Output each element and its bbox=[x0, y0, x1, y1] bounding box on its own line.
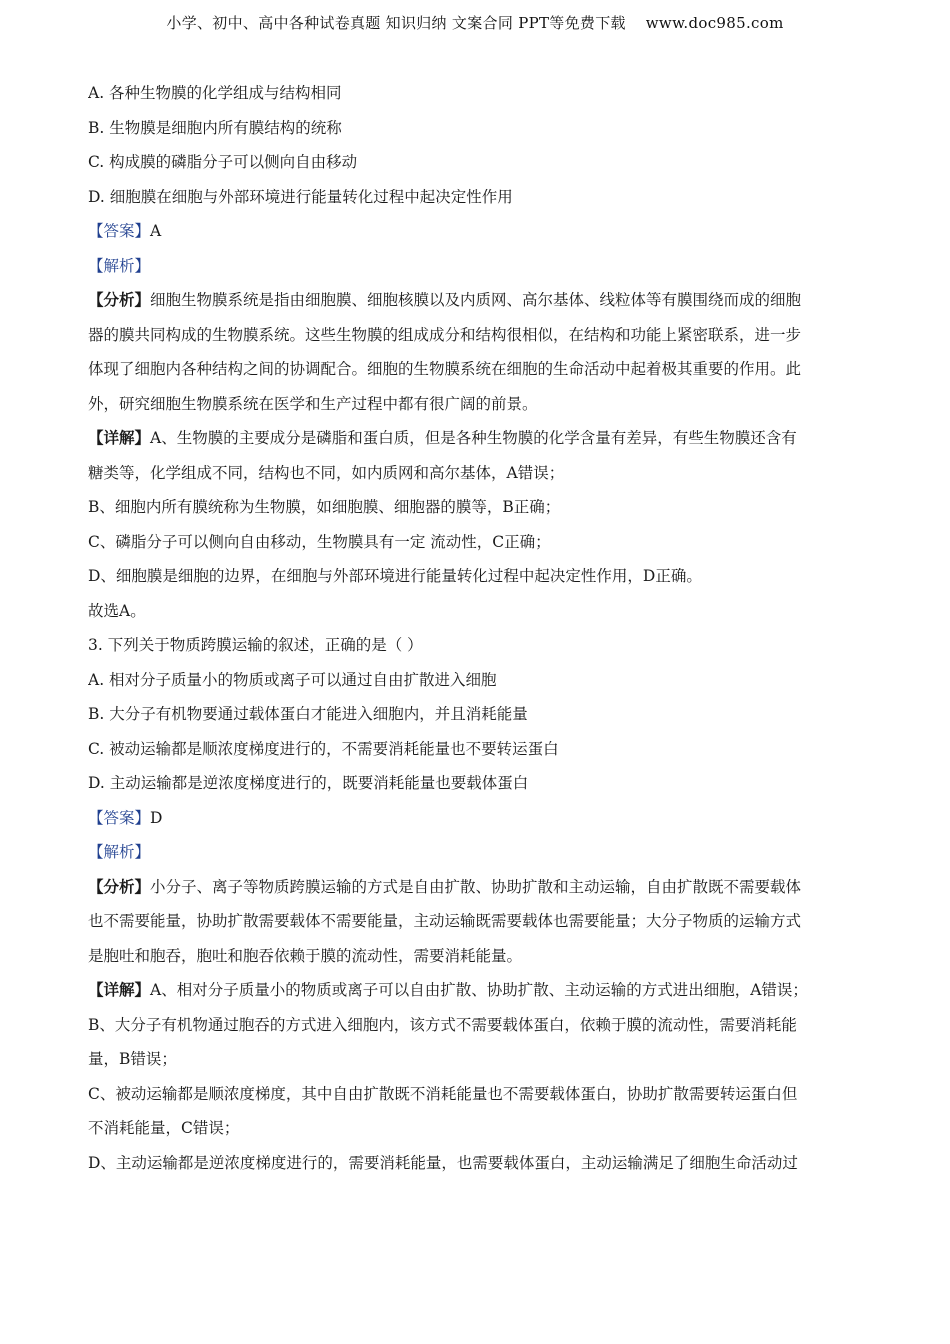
q2-option-b: B. 生物膜是细胞内所有膜结构的统称 bbox=[88, 118, 342, 137]
q2-xiangjie-line-6: 故选A。 bbox=[88, 601, 146, 620]
q3-answer-value: D bbox=[150, 808, 163, 827]
q3-analysis-heading bbox=[88, 835, 862, 870]
q3-stem: 3. 下列关于物质跨膜运输的叙述，正确的是（ ） bbox=[88, 636, 423, 654]
q3-fenxi-tag: 【分析】 bbox=[88, 876, 151, 896]
q3-option-c: C. 被动运输都是顺浓度梯度进行的，不需要消耗能量也不要转运蛋白 bbox=[88, 739, 559, 758]
q2-xiangjie-tag: 【详解】 bbox=[88, 428, 151, 447]
q2-analysis-tag: 【解析】 bbox=[88, 256, 151, 275]
header-text: 小学、初中、高中各种试卷真题 知识归纳 文案合同 PPT等免费下载 bbox=[166, 14, 626, 32]
q2-xiangjie-text-1: A、生物膜的主要成分是磷脂和蛋白质，但是各种生物膜的化学含量有差异，有些生物膜还含有 bbox=[150, 429, 797, 447]
q2-option-c: C. 构成膜的磷脂分子可以侧向自由移动 bbox=[88, 153, 358, 171]
q3-analysis-tag: 【解析】 bbox=[88, 843, 151, 861]
q2-fenxi-text-1: 细胞生物膜系统是指由细胞膜、细胞核膜以及内质网、高尔基体、线粒体等有膜围绕而成的细胞 bbox=[150, 291, 802, 309]
q2-xiangjie-line-5: D、细胞膜是细胞的边界，在细胞与外部环境进行能量转化过程中起决定性作用，D正确。 bbox=[88, 567, 702, 585]
q2-xiangjie-line-3: B、细胞内所有膜统称为生物膜，如细胞膜、细胞器的膜等，B正确； bbox=[88, 498, 561, 516]
q3-answer-tag: 【答案】 bbox=[88, 808, 151, 827]
q2-xiangjie-line-2: 糖类等，化学组成不同，结构也不同，如内质网和高尔基体，A错误； bbox=[88, 463, 565, 482]
q2-xiangjie-line-1 bbox=[88, 421, 862, 456]
q3-xiangjie-text-1: A、相对分子质量小的物质或离子可以自由扩散、协助扩散、主动运输的方式进出细胞，A错误； bbox=[150, 981, 808, 999]
q3-fenxi-line-2: 也不需要能量，协助扩散需要载体不需要能量，主动运输既需要载体也需要能量；大分子物质的运输方式 bbox=[88, 912, 802, 930]
q2-analysis-heading bbox=[88, 249, 862, 284]
q3-xiangjie-line-3: 量，B错误； bbox=[88, 1050, 177, 1068]
q3-xiangjie-tag: 【详解】 bbox=[88, 980, 151, 999]
header-site-link[interactable]: www.doc985.com bbox=[645, 14, 784, 32]
q2-answer bbox=[88, 214, 862, 249]
q3-fenxi-text-1: 小分子、离子等物质跨膜运输的方式是自由扩散、协助扩散和主动运输，自由扩散既不需要载体 bbox=[150, 877, 802, 896]
q3-option-d: D. 主动运输都是逆浓度梯度进行的，既要消耗能量也要载体蛋白 bbox=[88, 774, 529, 792]
q3-xiangjie-line-5: 不消耗能量，C错误； bbox=[88, 1119, 240, 1137]
q2-option-d: D. 细胞膜在细胞与外部环境进行能量转化过程中起决定性作用 bbox=[88, 187, 513, 206]
q3-option-b: B. 大分子有机物要通过载体蛋白才能进入细胞内，并且消耗能量 bbox=[88, 705, 528, 723]
q3-option-a: A. 相对分子质量小的物质或离子可以通过自由扩散进入细胞 bbox=[88, 670, 497, 689]
page-header bbox=[0, 12, 950, 33]
q2-answer-value: A bbox=[150, 222, 162, 240]
q3-answer bbox=[88, 801, 862, 836]
q3-fenxi-line-3: 是胞吐和胞吞，胞吐和胞吞依赖于膜的流动性，需要消耗能量。 bbox=[88, 946, 523, 965]
document-body bbox=[88, 76, 862, 1180]
q2-answer-tag: 【答案】 bbox=[88, 222, 151, 240]
q2-xiangjie-line-4: C、磷脂分子可以侧向自由移动，生物膜具有一定 流动性，C正确； bbox=[88, 532, 551, 551]
q3-fenxi-line-1 bbox=[88, 870, 862, 905]
q2-option-a: A. 各种生物膜的化学组成与结构相同 bbox=[88, 84, 342, 102]
q2-fenxi-line-2: 器的膜共同构成的生物膜系统。这些生物膜的组成成分和结构很相似，在结构和功能上紧密联系，进一步 bbox=[88, 325, 802, 344]
q2-fenxi-line-4: 外，研究细胞生物膜系统在医学和生产过程中都有很广阔的前景。 bbox=[88, 394, 538, 413]
q2-fenxi-line-3: 体现了细胞内各种结构之间的协调配合。细胞的生物膜系统在细胞的生命活动中起着极其重要的作用。此 bbox=[88, 360, 802, 378]
q3-xiangjie-line-6: D、主动运输都是逆浓度梯度进行的，需要消耗能量，也需要载体蛋白，主动运输满足了细胞生命活动过 bbox=[88, 1153, 798, 1172]
q3-xiangjie-line-1 bbox=[88, 973, 862, 1008]
q2-fenxi-tag: 【分析】 bbox=[88, 290, 151, 309]
q2-fenxi-line-1 bbox=[88, 283, 862, 318]
q3-xiangjie-line-2: B、大分子有机物通过胞吞的方式进入细胞内，该方式不需要载体蛋白，依赖于膜的流动性，需要消耗能 bbox=[88, 1015, 797, 1034]
q3-xiangjie-line-4: C、被动运输都是顺浓度梯度，其中自由扩散既不消耗能量也不需要载体蛋白，协助扩散需要转运蛋白但 bbox=[88, 1084, 798, 1103]
